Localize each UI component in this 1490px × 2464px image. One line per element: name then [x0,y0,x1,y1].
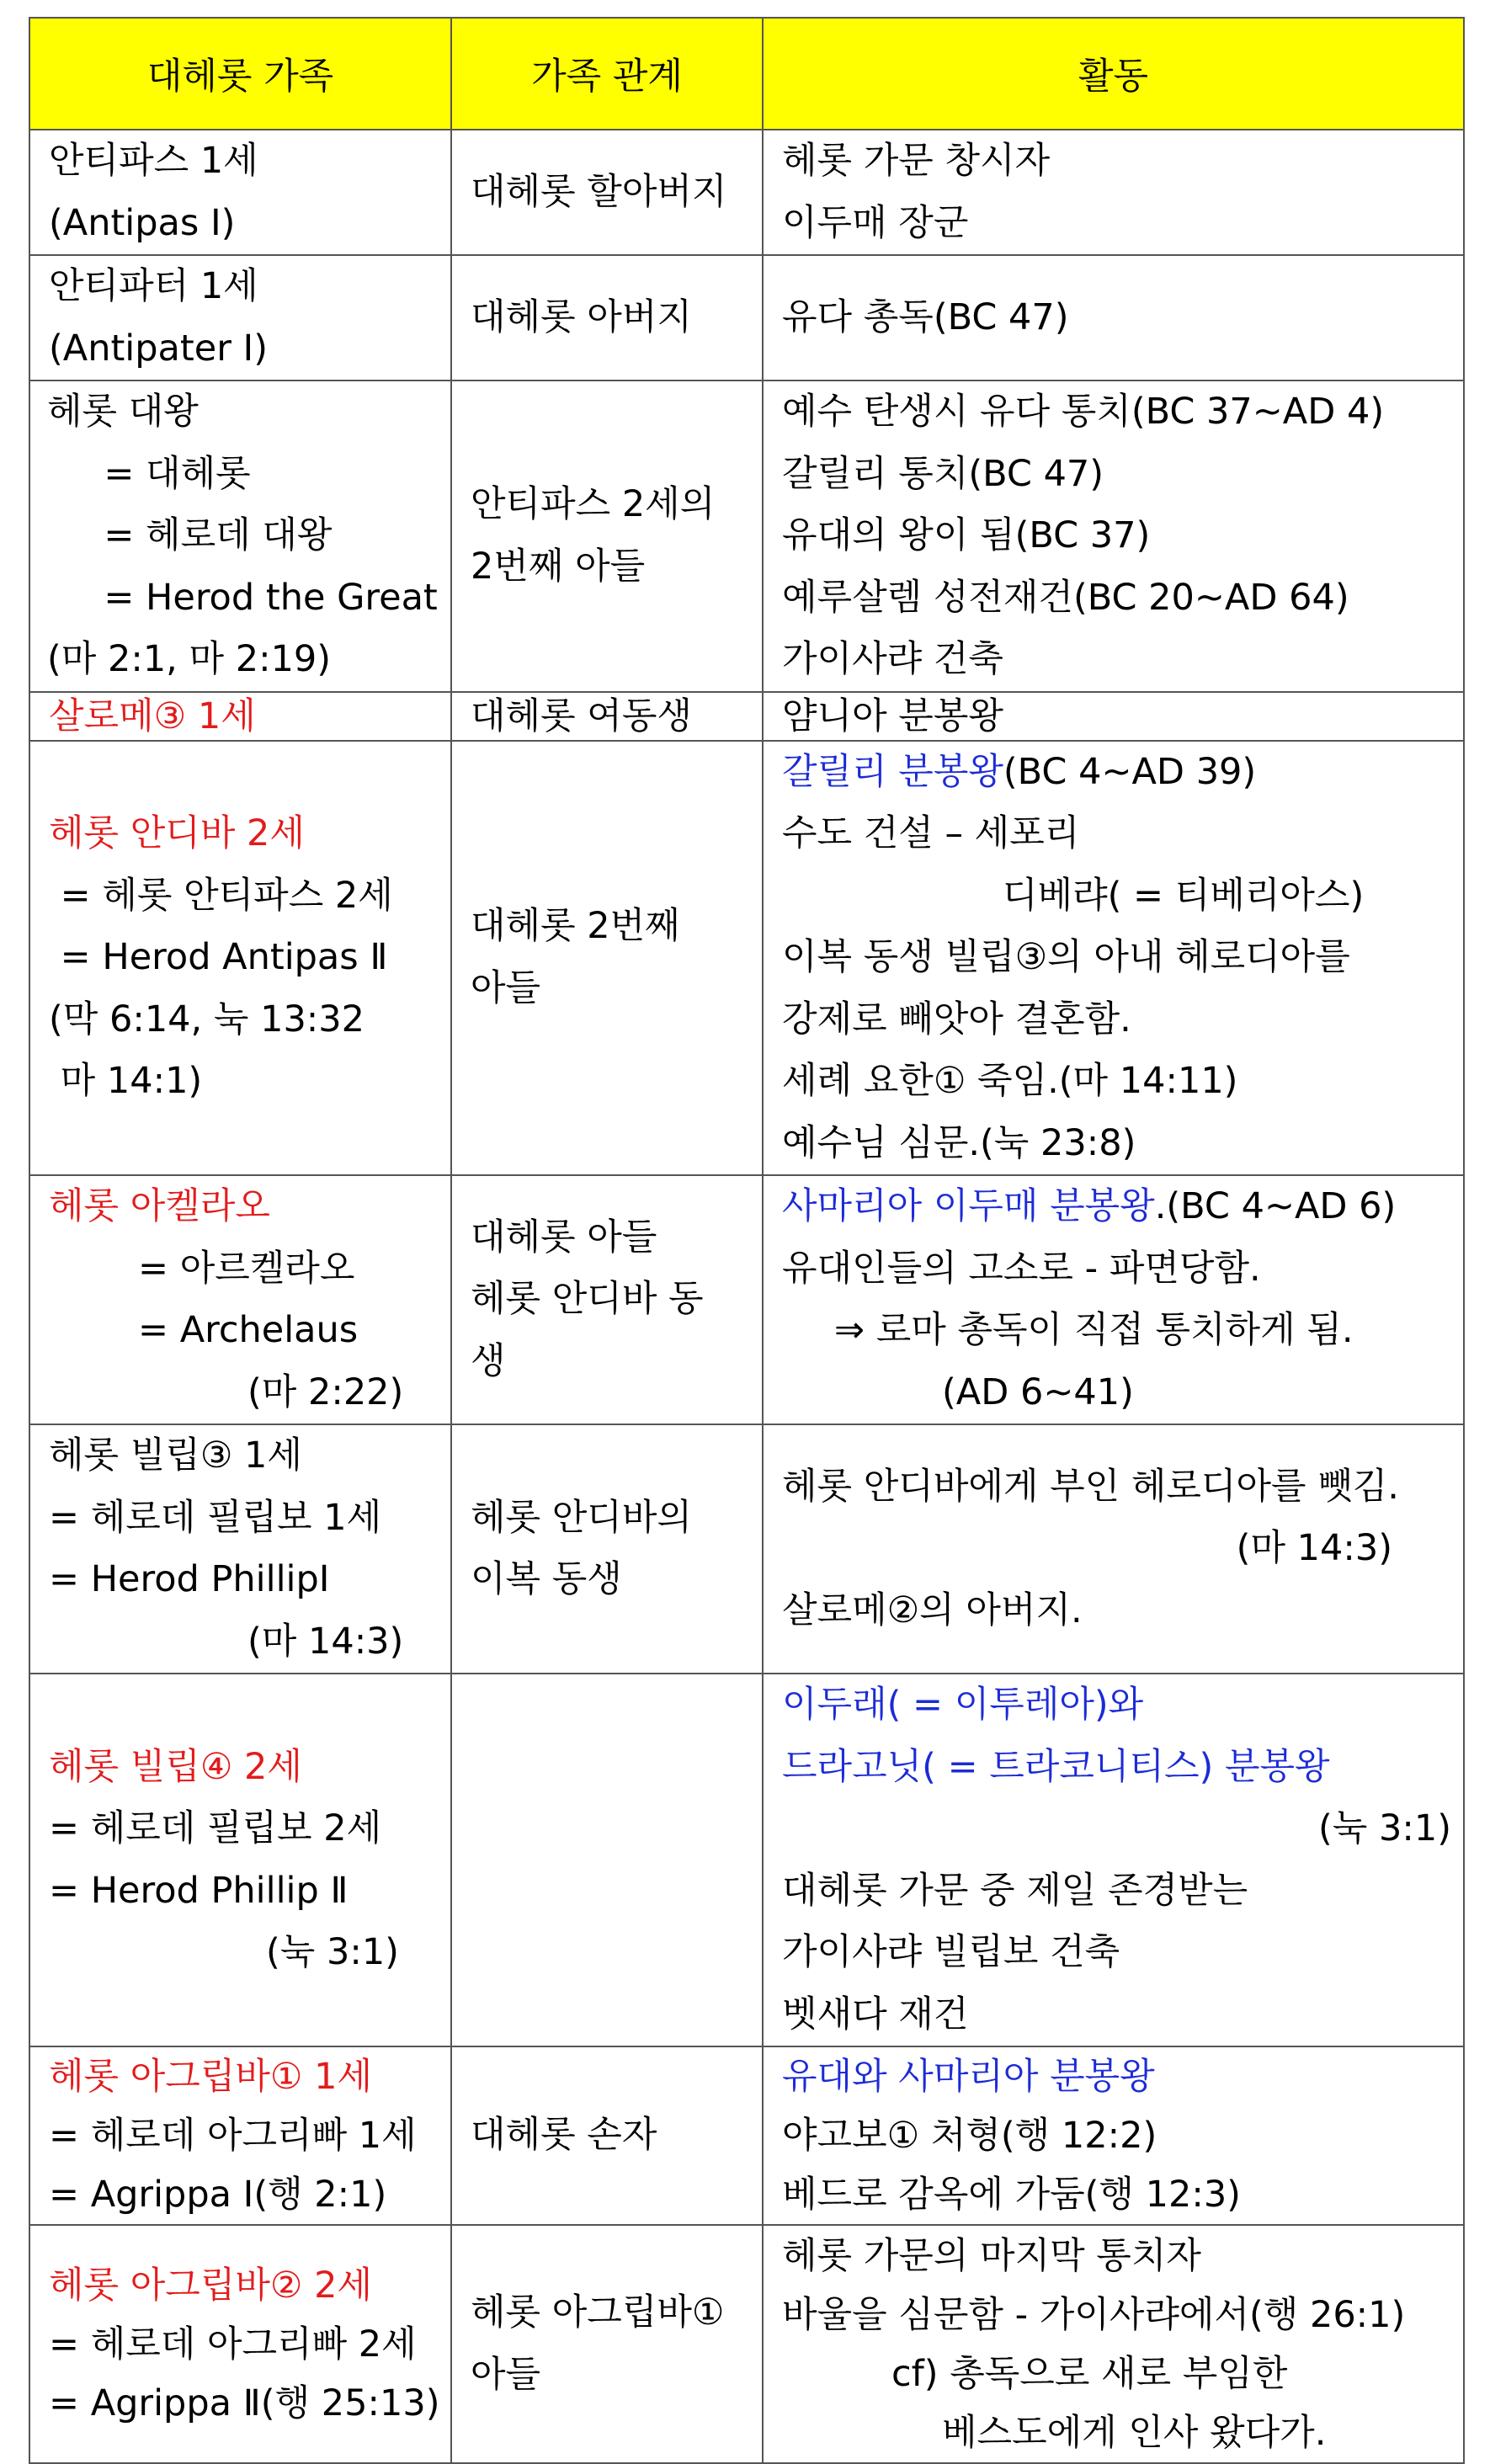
activity-cell: 유대와 사마리아 분봉왕 야고보① 처형(행 12:2) 베드로 감옥에 가둠(행 12:3) [763,2046,1464,2225]
activity-cell: 사마리아 이두매 분봉왕.(BC 4~AD 6) 유대인들의 고소로 - 파면당함. ⇒ 로마 총독이 직접 통치하게 됨. (AD 6~41) [763,1175,1464,1424]
activity-cell: 예수 탄생시 유다 통치(BC 37~AD 4) 갈릴리 통치(BC 47) 유대의 왕이 됨(BC 37) 예루살렘 성전재건(BC 20~AD 64) 가이사랴 건축 [763,381,1464,692]
table-row [29,1175,1464,1424]
family-cell: 살로메③ 1세 [29,692,451,741]
header-relation: 가족 관계 [451,18,763,130]
family-cell: 헤롯 아켈라오 = 아르켈라오 = Archelaus (마 2:22) [29,1175,451,1424]
relation-cell: 대헤롯 아들 헤롯 안디바 동 생 [451,1175,763,1424]
family-cell: 헤롯 안디바 2세 = 헤롯 안티파스 2세 = Herod Antipas Ⅱ (막 6:14, 눅 13:32 마 14:1) [29,741,451,1176]
relation-cell: 안티파스 2세의 2번째 아들 [451,381,763,692]
activity-cell: 헤롯 가문 창시자 이두매 장군 [763,130,1464,255]
header-row [29,18,1464,130]
herod-family-table [29,17,1465,2464]
family-cell: 안티파터 1세 (Antipater Ⅰ) [29,255,451,381]
activity-cell: 헤롯 안디바에게 부인 헤로디아를 뺏김. (마 14:3) 살로메②의 아버지. [763,1424,1464,1674]
family-cell: 헤롯 아그립바① 1세 = 헤로데 아그리빠 1세 = Agrippa Ⅰ(행 2:1) [29,2046,451,2225]
activity-cell: 이두래( = 이투레아)와 드라고닛( = 트라코니티스) 분봉왕 (눅 3:1) 대헤롯 가문 중 제일 존경받는 가이사랴 빌립보 건축 벳새다 재건 [763,1674,1464,2046]
family-cell: 안티파스 1세 (Antipas Ⅰ) [29,130,451,255]
relation-cell [451,1674,763,2046]
table-row [29,1674,1464,2046]
relation-cell: 대헤롯 손자 [451,2046,763,2225]
family-cell: 헤롯 대왕 = 대헤롯 = 헤로데 대왕 = Herod the Great (마 2:1, 마 2:19) [29,381,451,692]
relation-cell: 대헤롯 아버지 [451,255,763,381]
table-row [29,741,1464,1176]
header-family: 대헤롯 가족 [29,18,451,130]
relation-cell: 대헤롯 할아버지 [451,130,763,255]
relation-cell: 헤롯 아그립바① 아들 [451,2225,763,2463]
table-row [29,2046,1464,2225]
table-row [29,1424,1464,1674]
table-row [29,2225,1464,2463]
relation-cell: 헤롯 안디바의 이복 동생 [451,1424,763,1674]
family-cell: 헤롯 아그립바② 2세 = 헤로데 아그리빠 2세 = Agrippa Ⅱ(행 25:13) [29,2225,451,2463]
activity-cell: 헤롯 가문의 마지막 통치자 바울을 심문함 - 가이사랴에서(행 26:1) cf) 총독으로 새로 부임한 베스도에게 인사 왔다가. [763,2225,1464,2463]
table-row [29,255,1464,381]
table-row [29,130,1464,255]
table-row [29,381,1464,692]
activity-cell: 얌니아 분봉왕 [763,692,1464,741]
relation-cell: 대헤롯 여동생 [451,692,763,741]
relation-cell: 대헤롯 2번째 아들 [451,741,763,1176]
header-activity: 활동 [763,18,1464,130]
family-cell: 헤롯 빌립④ 2세 = 헤로데 필립보 2세 = Herod Phillip Ⅱ (눅 3:1) [29,1674,451,2046]
family-cell: 헤롯 빌립③ 1세 = 헤로데 필립보 1세 = Herod PhillipⅠ (마 14:3) [29,1424,451,1674]
activity-cell: 유다 총독(BC 47) [763,255,1464,381]
table-row [29,692,1464,741]
activity-cell: 갈릴리 분봉왕(BC 4~AD 39) 수도 건설 – 세포리 디베랴( = 티베리아스) 이복 동생 빌립③의 아내 헤로디아를 강제로 빼앗아 결혼함. 세례 요한① 죽임.(마 14:11) 예수님 심문.(눅 23:8) [763,741,1464,1176]
